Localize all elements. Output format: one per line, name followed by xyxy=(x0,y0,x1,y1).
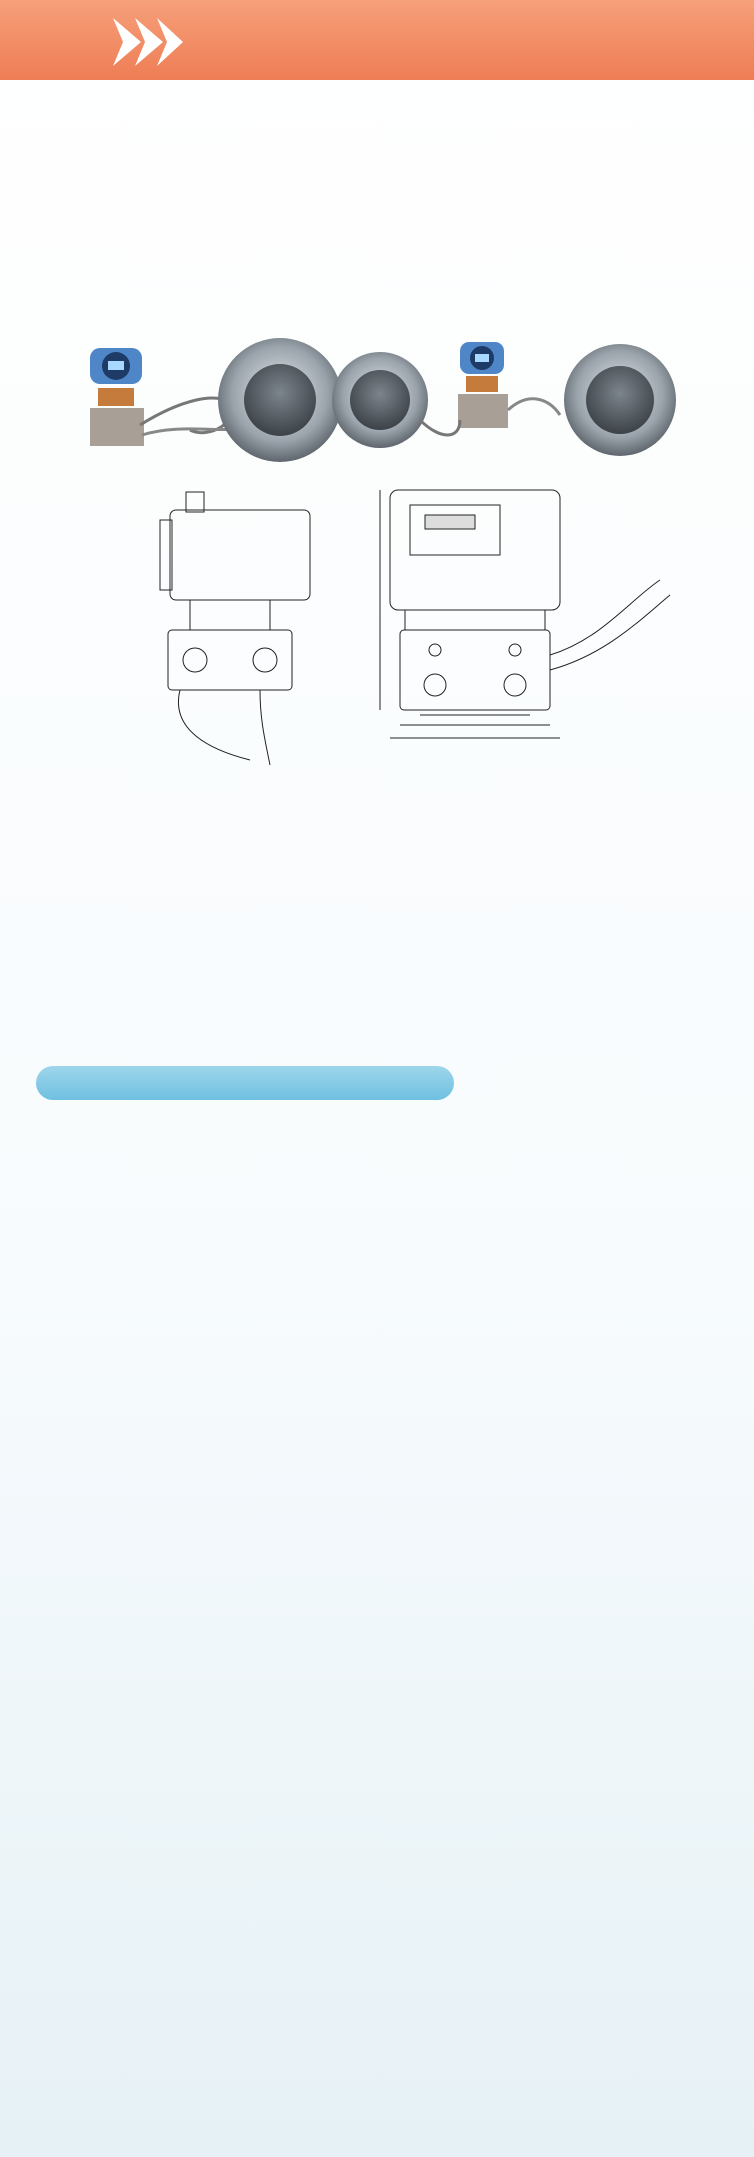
technical-drawing xyxy=(60,480,700,770)
double-arrow-icon xyxy=(113,18,183,66)
section-title-tag xyxy=(36,1066,454,1100)
header-banner xyxy=(0,0,754,80)
product-photo xyxy=(80,330,680,480)
